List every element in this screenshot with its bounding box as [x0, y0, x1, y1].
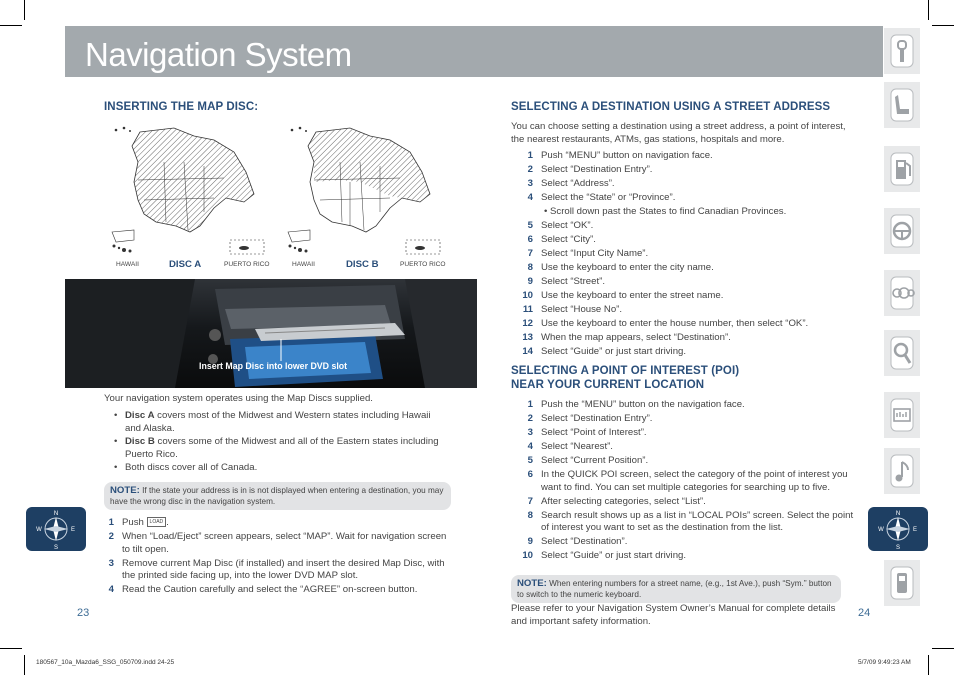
- phone-icon: [887, 563, 917, 603]
- step-text: Push “MENU” button on navigation face.: [541, 150, 713, 161]
- list-item: [511, 304, 856, 317]
- crop-mark: [928, 655, 929, 675]
- load-key-icon: LOAD: [147, 517, 167, 527]
- list-item: [92, 517, 452, 530]
- step-number: 1: [108, 517, 114, 528]
- step-text: Push the “MENU” button on the navigation face.: [541, 399, 745, 410]
- footer-timestamp: 5/7/09 9:49:23 AM: [858, 659, 911, 666]
- list-item: [511, 550, 856, 563]
- step-text: Push: [122, 517, 144, 528]
- street-address-steps: [511, 150, 856, 360]
- section-title-inserting: INSERTING THE MAP DISC:: [104, 101, 259, 113]
- intro-text: Your navigation system operates using the Map Discs supplied.: [104, 393, 373, 404]
- step-text: Select “OK”.: [541, 220, 594, 231]
- list-item: [511, 234, 856, 247]
- list-item: [511, 399, 856, 412]
- step-number: 8: [527, 509, 533, 521]
- step-number: 13: [522, 332, 533, 343]
- step-text: Select “Street”.: [541, 276, 605, 287]
- note-label: NOTE:: [517, 578, 547, 589]
- side-tab-gauges[interactable]: [884, 270, 920, 316]
- step-number: 2: [527, 164, 533, 175]
- step-number: 4: [527, 192, 533, 203]
- list-item: [92, 531, 452, 556]
- street-address-intro: You can choose setting a destination using a street address, a point of interest, the nearest restaurants, ATMs, gas stations, hospitals and more.: [511, 121, 846, 145]
- step-number: 6: [527, 234, 533, 245]
- section-title-poi: [511, 364, 739, 392]
- crop-mark: [932, 25, 954, 26]
- step-text: Select “Guide” or just start driving.: [541, 550, 687, 561]
- list-item: [511, 413, 856, 426]
- list-item: [511, 455, 856, 468]
- closing-text: Please refer to your Navigation System Owner’s Manual for complete details and important safety information.: [511, 603, 836, 627]
- step-text: Select “Destination Entry”.: [541, 164, 653, 175]
- map-a-label-puerto-rico: PUERTO RICO: [224, 261, 270, 268]
- step-text-end: .: [166, 517, 169, 528]
- step-text: • Scroll down past the States to find Canadian Provinces.: [544, 206, 787, 217]
- crop-mark: [0, 648, 22, 649]
- list-item: [511, 290, 856, 303]
- step-number: 11: [522, 304, 533, 315]
- step-text: Select “Guide” or just start driving.: [541, 346, 687, 357]
- steering-wheel-icon: [887, 211, 917, 251]
- map-b-label-puerto-rico: PUERTO RICO: [400, 261, 446, 268]
- step-number: 10: [522, 290, 533, 301]
- page-number-right: 24: [858, 607, 871, 619]
- crop-mark: [24, 0, 25, 20]
- compass-letter-e: E: [70, 527, 76, 533]
- step-number: 10: [522, 550, 533, 561]
- list-item: [511, 536, 856, 549]
- compass-icon: [26, 507, 86, 551]
- step-text: In the QUICK POI screen, select the category of the point of interest you want to find. You can set multiple categories for searching up to five.: [541, 469, 848, 493]
- compass-letter-n: N: [53, 511, 59, 517]
- poi-steps: [511, 399, 856, 564]
- crop-mark: [0, 25, 22, 26]
- dvd-slot-photo: [65, 279, 477, 388]
- list-item: [511, 150, 856, 163]
- compass-letter-w: W: [36, 527, 42, 533]
- note-box-right: [511, 575, 841, 603]
- side-tab-search[interactable]: [884, 330, 920, 376]
- compass-letter-e: E: [912, 527, 918, 533]
- bullet-text: covers most of the Midwest and Western states including Hawaii and Alaska.: [125, 410, 431, 434]
- step-number: 3: [527, 178, 533, 189]
- step-text: Select “Input City Name”.: [541, 248, 649, 259]
- step-text: Select “City”.: [541, 234, 596, 245]
- list-item: [511, 510, 856, 535]
- list-item: [511, 192, 856, 205]
- list-item: [511, 206, 856, 219]
- compass-icon: [868, 507, 928, 551]
- disc-bullet-list: [104, 410, 444, 476]
- step-number: 5: [527, 455, 533, 466]
- audio-icon: [887, 395, 917, 435]
- page-number-left: 23: [77, 607, 90, 619]
- insert-steps-list: [92, 517, 452, 598]
- step-text: Use the keyboard to enter the street name.: [541, 290, 724, 301]
- step-text: Read the Caution carefully and select the “AGREE” on-screen button.: [122, 584, 418, 595]
- compass-letter-n: N: [895, 511, 901, 517]
- photo-caption: Insert Map Disc into lower DVD slot: [199, 361, 348, 371]
- music-note-icon: [887, 451, 917, 491]
- step-number: 9: [527, 536, 533, 547]
- note-text: When entering numbers for a street name, (e.g., 1st Ave.), push “Sym.” button to switch to the numeric keyboard.: [517, 579, 832, 599]
- key-icon: [887, 31, 917, 71]
- step-text: When the map appears, select “Destination”.: [541, 332, 731, 343]
- list-item: [511, 220, 856, 233]
- compass-letter-w: W: [878, 527, 884, 533]
- compass-letter-s: S: [895, 545, 901, 551]
- step-text: Select “Address”.: [541, 178, 615, 189]
- magnifier-icon: [887, 333, 917, 373]
- list-item: [92, 584, 452, 597]
- section-title-street-address: SELECTING A DESTINATION USING A STREET ADDRESS: [511, 101, 831, 113]
- side-tab-phone[interactable]: [884, 560, 920, 606]
- step-text: Select “Nearest”.: [541, 441, 613, 452]
- section-title-poi-line2: NEAR YOUR CURRENT LOCATION: [511, 379, 705, 391]
- bullet-bold: Disc B: [125, 436, 155, 447]
- list-item: [104, 410, 444, 435]
- step-number: 4: [527, 441, 533, 452]
- step-number: 7: [527, 248, 533, 259]
- crop-mark: [932, 648, 954, 649]
- step-number: 7: [527, 495, 533, 507]
- note-text: If the state your address is in is not displayed when entering a destination, you may have the wrong disc in the navigation system.: [110, 486, 444, 506]
- side-tab-steering[interactable]: [884, 208, 920, 254]
- list-item: [511, 427, 856, 440]
- bullet-text: Both discs cover all of Canada.: [125, 462, 258, 473]
- step-text: Select “House No”.: [541, 304, 623, 315]
- list-item: [511, 496, 856, 509]
- step-number: 3: [527, 427, 533, 438]
- step-number: 8: [527, 262, 533, 273]
- step-number: 4: [108, 584, 114, 595]
- side-tab-music[interactable]: [884, 448, 920, 494]
- side-tab-fuel[interactable]: [884, 146, 920, 192]
- step-number: 12: [522, 318, 533, 329]
- step-text: Search result shows up as a list in “LOCAL POIs” screen. Select the point of interest you want to set as the destination from the list.: [541, 509, 854, 533]
- list-item: [511, 164, 856, 177]
- step-number: 1: [527, 399, 533, 410]
- map-b-label-hawaii: HAWAII: [292, 261, 315, 268]
- list-item: [104, 462, 444, 475]
- bullet-text: covers some of the Midwest and all of the Eastern states including Puerto Rico.: [125, 436, 439, 460]
- list-item: [511, 332, 856, 345]
- list-item: [511, 346, 856, 359]
- step-number: 9: [527, 276, 533, 287]
- step-number: 2: [527, 413, 533, 424]
- seat-icon: [887, 85, 917, 125]
- side-tab-key[interactable]: [884, 28, 920, 74]
- step-text: Select “Destination Entry”.: [541, 413, 653, 424]
- compass-badge-right: [868, 507, 928, 551]
- crop-mark: [928, 0, 929, 20]
- compass-letter-s: S: [53, 545, 59, 551]
- page-title: Navigation System: [85, 36, 352, 73]
- crop-mark: [24, 655, 25, 675]
- side-tab-audio[interactable]: [884, 392, 920, 438]
- step-text: When “Load/Eject” screen appears, select “MAP”. Wait for navigation screen to tilt open.: [122, 531, 447, 555]
- map-a-disc-label: DISC A: [169, 259, 202, 270]
- step-number: 6: [527, 469, 533, 480]
- bullet-bold: Disc A: [125, 410, 155, 421]
- dvd-slot-illustration: [65, 279, 477, 388]
- map-b-disc-label: DISC B: [346, 259, 379, 270]
- list-item: [511, 178, 856, 191]
- title-banner: [65, 26, 883, 77]
- step-text: Remove current Map Disc (if installed) and insert the desired Map Disc, with the printed side facing up, into the lower DVD MAP slot.: [122, 557, 445, 581]
- list-item: [511, 262, 856, 275]
- step-number: 14: [522, 346, 533, 357]
- step-text: Select “Current Position”.: [541, 455, 649, 466]
- map-a-label-hawaii: HAWAII: [116, 261, 139, 268]
- step-number: 1: [527, 150, 533, 161]
- gauges-icon: [887, 273, 917, 313]
- note-box-left: [104, 482, 451, 510]
- step-number: 5: [527, 220, 533, 231]
- note-label: NOTE:: [110, 485, 140, 496]
- step-number: 3: [108, 557, 114, 569]
- fuel-pump-icon: [887, 149, 917, 189]
- step-text: After selecting categories, select “List”.: [541, 495, 706, 507]
- step-text: Select the “State” or “Province”.: [541, 192, 676, 203]
- list-item: [511, 318, 856, 331]
- step-number: 2: [108, 531, 114, 542]
- list-item: [104, 436, 444, 461]
- footer-file-info: 180567_10a_Mazda6_SSG_050709.indd 24-25: [36, 659, 175, 666]
- list-item: [511, 441, 856, 454]
- section-title-poi-line1: SELECTING A POINT OF INTEREST (POI): [511, 365, 740, 377]
- map-disc-a: [104, 122, 272, 262]
- list-item: [511, 276, 856, 289]
- map-disc-b: [280, 122, 448, 262]
- step-text: Select “Point of Interest”.: [541, 427, 647, 438]
- step-text: Use the keyboard to enter the house number, then select “OK”.: [541, 318, 809, 329]
- list-item: [511, 248, 856, 261]
- step-text: Select “Destination”.: [541, 536, 628, 547]
- list-item: [92, 558, 452, 583]
- side-tab-seat[interactable]: [884, 82, 920, 128]
- step-text: Use the keyboard to enter the city name.: [541, 262, 714, 273]
- list-item: [511, 469, 856, 494]
- compass-badge-left: [26, 507, 86, 551]
